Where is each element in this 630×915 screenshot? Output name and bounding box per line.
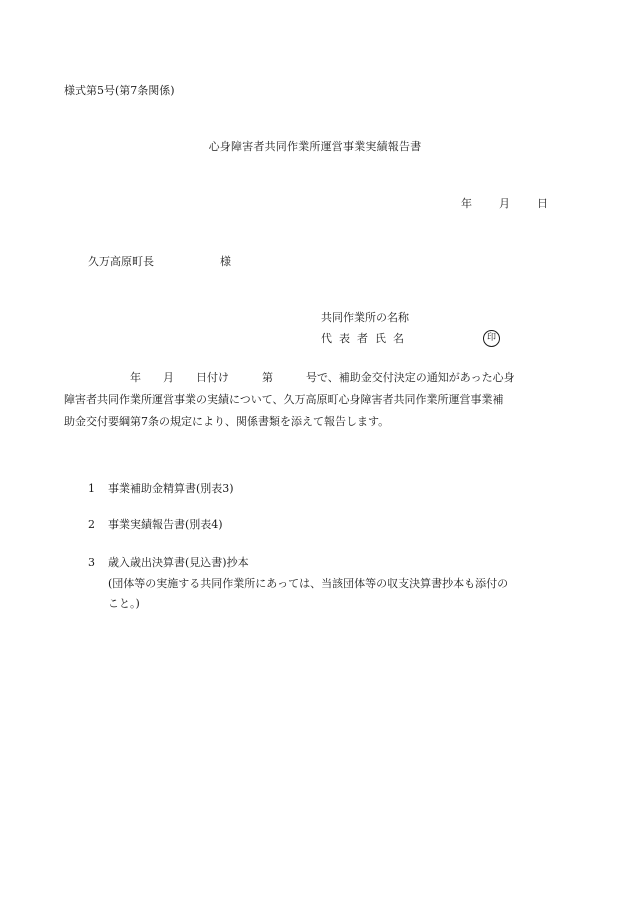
item-number: 2 xyxy=(88,518,95,531)
attachment-item xyxy=(88,483,568,494)
body-line: 助金交付要綱第7条の規定により、関係書類を添えて報告します。 xyxy=(64,415,390,428)
date-field xyxy=(461,198,548,209)
body-line: 障害者共同作業所運営事業の実績について、久万高原町心身障害者共同作業所運営事業補 xyxy=(64,393,504,406)
item-text: 事業実績報告書(別表4) xyxy=(108,518,223,531)
addressee xyxy=(88,255,231,268)
representative-name-label: 代表者氏名 xyxy=(321,332,411,345)
org-name-label: 共同作業所の名称 xyxy=(321,311,409,324)
date-year-label: 年 xyxy=(461,197,472,210)
attachment-item xyxy=(88,557,568,568)
report-body xyxy=(64,367,574,433)
item-number: 1 xyxy=(88,482,95,495)
addressee-honorific: 様 xyxy=(220,255,231,268)
attachment-note xyxy=(108,574,558,614)
item-text: 事業補助金精算書(別表3) xyxy=(108,482,234,495)
attachment-item xyxy=(88,519,568,530)
form-number-label: 様式第5号(第7条関係) xyxy=(64,84,175,97)
body-line: 年 月 日付け 第 号で、補助金交付決定の通知があった心身 xyxy=(64,371,515,384)
item-number: 3 xyxy=(88,556,95,569)
seal-icon: 印 xyxy=(483,330,500,347)
date-day-label: 日 xyxy=(537,197,548,210)
note-line: こと。) xyxy=(108,597,140,610)
document-title: 心身障害者共同作業所運営事業実績報告書 xyxy=(208,140,422,153)
item-text: 歳入歳出決算書(見込書)抄本 xyxy=(108,556,249,569)
date-month-label: 月 xyxy=(499,197,510,210)
addressee-name: 久万高原町長 xyxy=(88,255,154,268)
note-line: (団体等の実施する共同作業所にあっては、当該団体等の収支決算書抄本も添付の xyxy=(108,577,509,590)
